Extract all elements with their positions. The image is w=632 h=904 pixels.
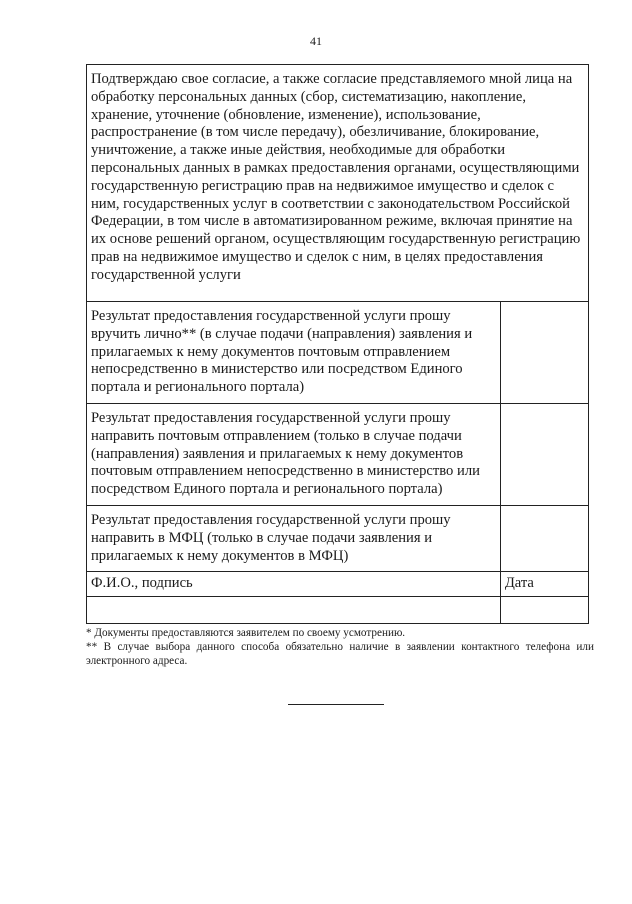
option-mail-checkbox[interactable] bbox=[500, 403, 588, 505]
option-mail-text: Результат предоставления государственной услуги прошу направить почтовым отправлением (только в случае подачи (направления) заявления и прилагаемых к нему документов почтовым отправлением непосредственно в министерство или посредством Единого портала и регионального портала) bbox=[87, 403, 501, 505]
application-form-table bbox=[86, 64, 589, 624]
option-mfc-checkbox[interactable] bbox=[500, 505, 588, 571]
footnote-1: * Документы предоставляются заявителем по своему усмотрению. bbox=[86, 627, 406, 639]
signature-field[interactable] bbox=[87, 597, 501, 624]
date-label: Дата bbox=[500, 572, 588, 597]
option-personal-checkbox[interactable] bbox=[500, 302, 588, 404]
option-row-mail bbox=[87, 403, 589, 505]
date-field[interactable] bbox=[500, 597, 588, 624]
option-row-personal bbox=[87, 302, 589, 404]
consent-row bbox=[87, 65, 589, 302]
signature-label: Ф.И.О., подпись bbox=[87, 572, 501, 597]
option-mfc-text: Результат предоставления государственной услуги прошу направить в МФЦ (только в случае подачи заявления и прилагаемых к нему документов в МФЦ) bbox=[87, 505, 501, 571]
option-row-mfc bbox=[87, 505, 589, 571]
page-number: 41 bbox=[310, 34, 322, 48]
option-personal-text: Результат предоставления государственной услуги прошу вручить лично** (в случае подачи (направления) заявления и прилагаемых к нему документов почтовым отправлением непосредственно в министерство или посредством Единого портала и регионального портала) bbox=[87, 302, 501, 404]
footnote-2: ** В случае выбора данного способа обязательно наличие в заявлении контактного телефона или электронного адреса. bbox=[86, 641, 594, 667]
signature-header-row bbox=[87, 572, 589, 597]
consent-text: Подтверждаю свое согласие, а также согласие представляемого мной лица на обработку персональных данных (сбор, систематизацию, накопление, хранение, уточнение (обновление, изменение), использование, распространение (в том числе передачу), обезличивание, блокирование, уничтожение, а также иные действия, необходимые для обработки персональных данных в рамках предоставления органами, осуществляющими государственную регистрацию прав на недвижимое имущество и сделок с ним, государственных услуг в соответствии с законодательством Российской Федерации, в том числе в автоматизированном режиме, включая принятие на их основе решений органом, осуществляющим государственную регистрацию прав на недвижимое имущество и сделок с ним, в целях предоставления государственной услуги bbox=[87, 65, 589, 302]
signature-entry-row bbox=[87, 597, 589, 624]
end-divider-line bbox=[288, 704, 384, 705]
footnotes bbox=[86, 626, 594, 668]
